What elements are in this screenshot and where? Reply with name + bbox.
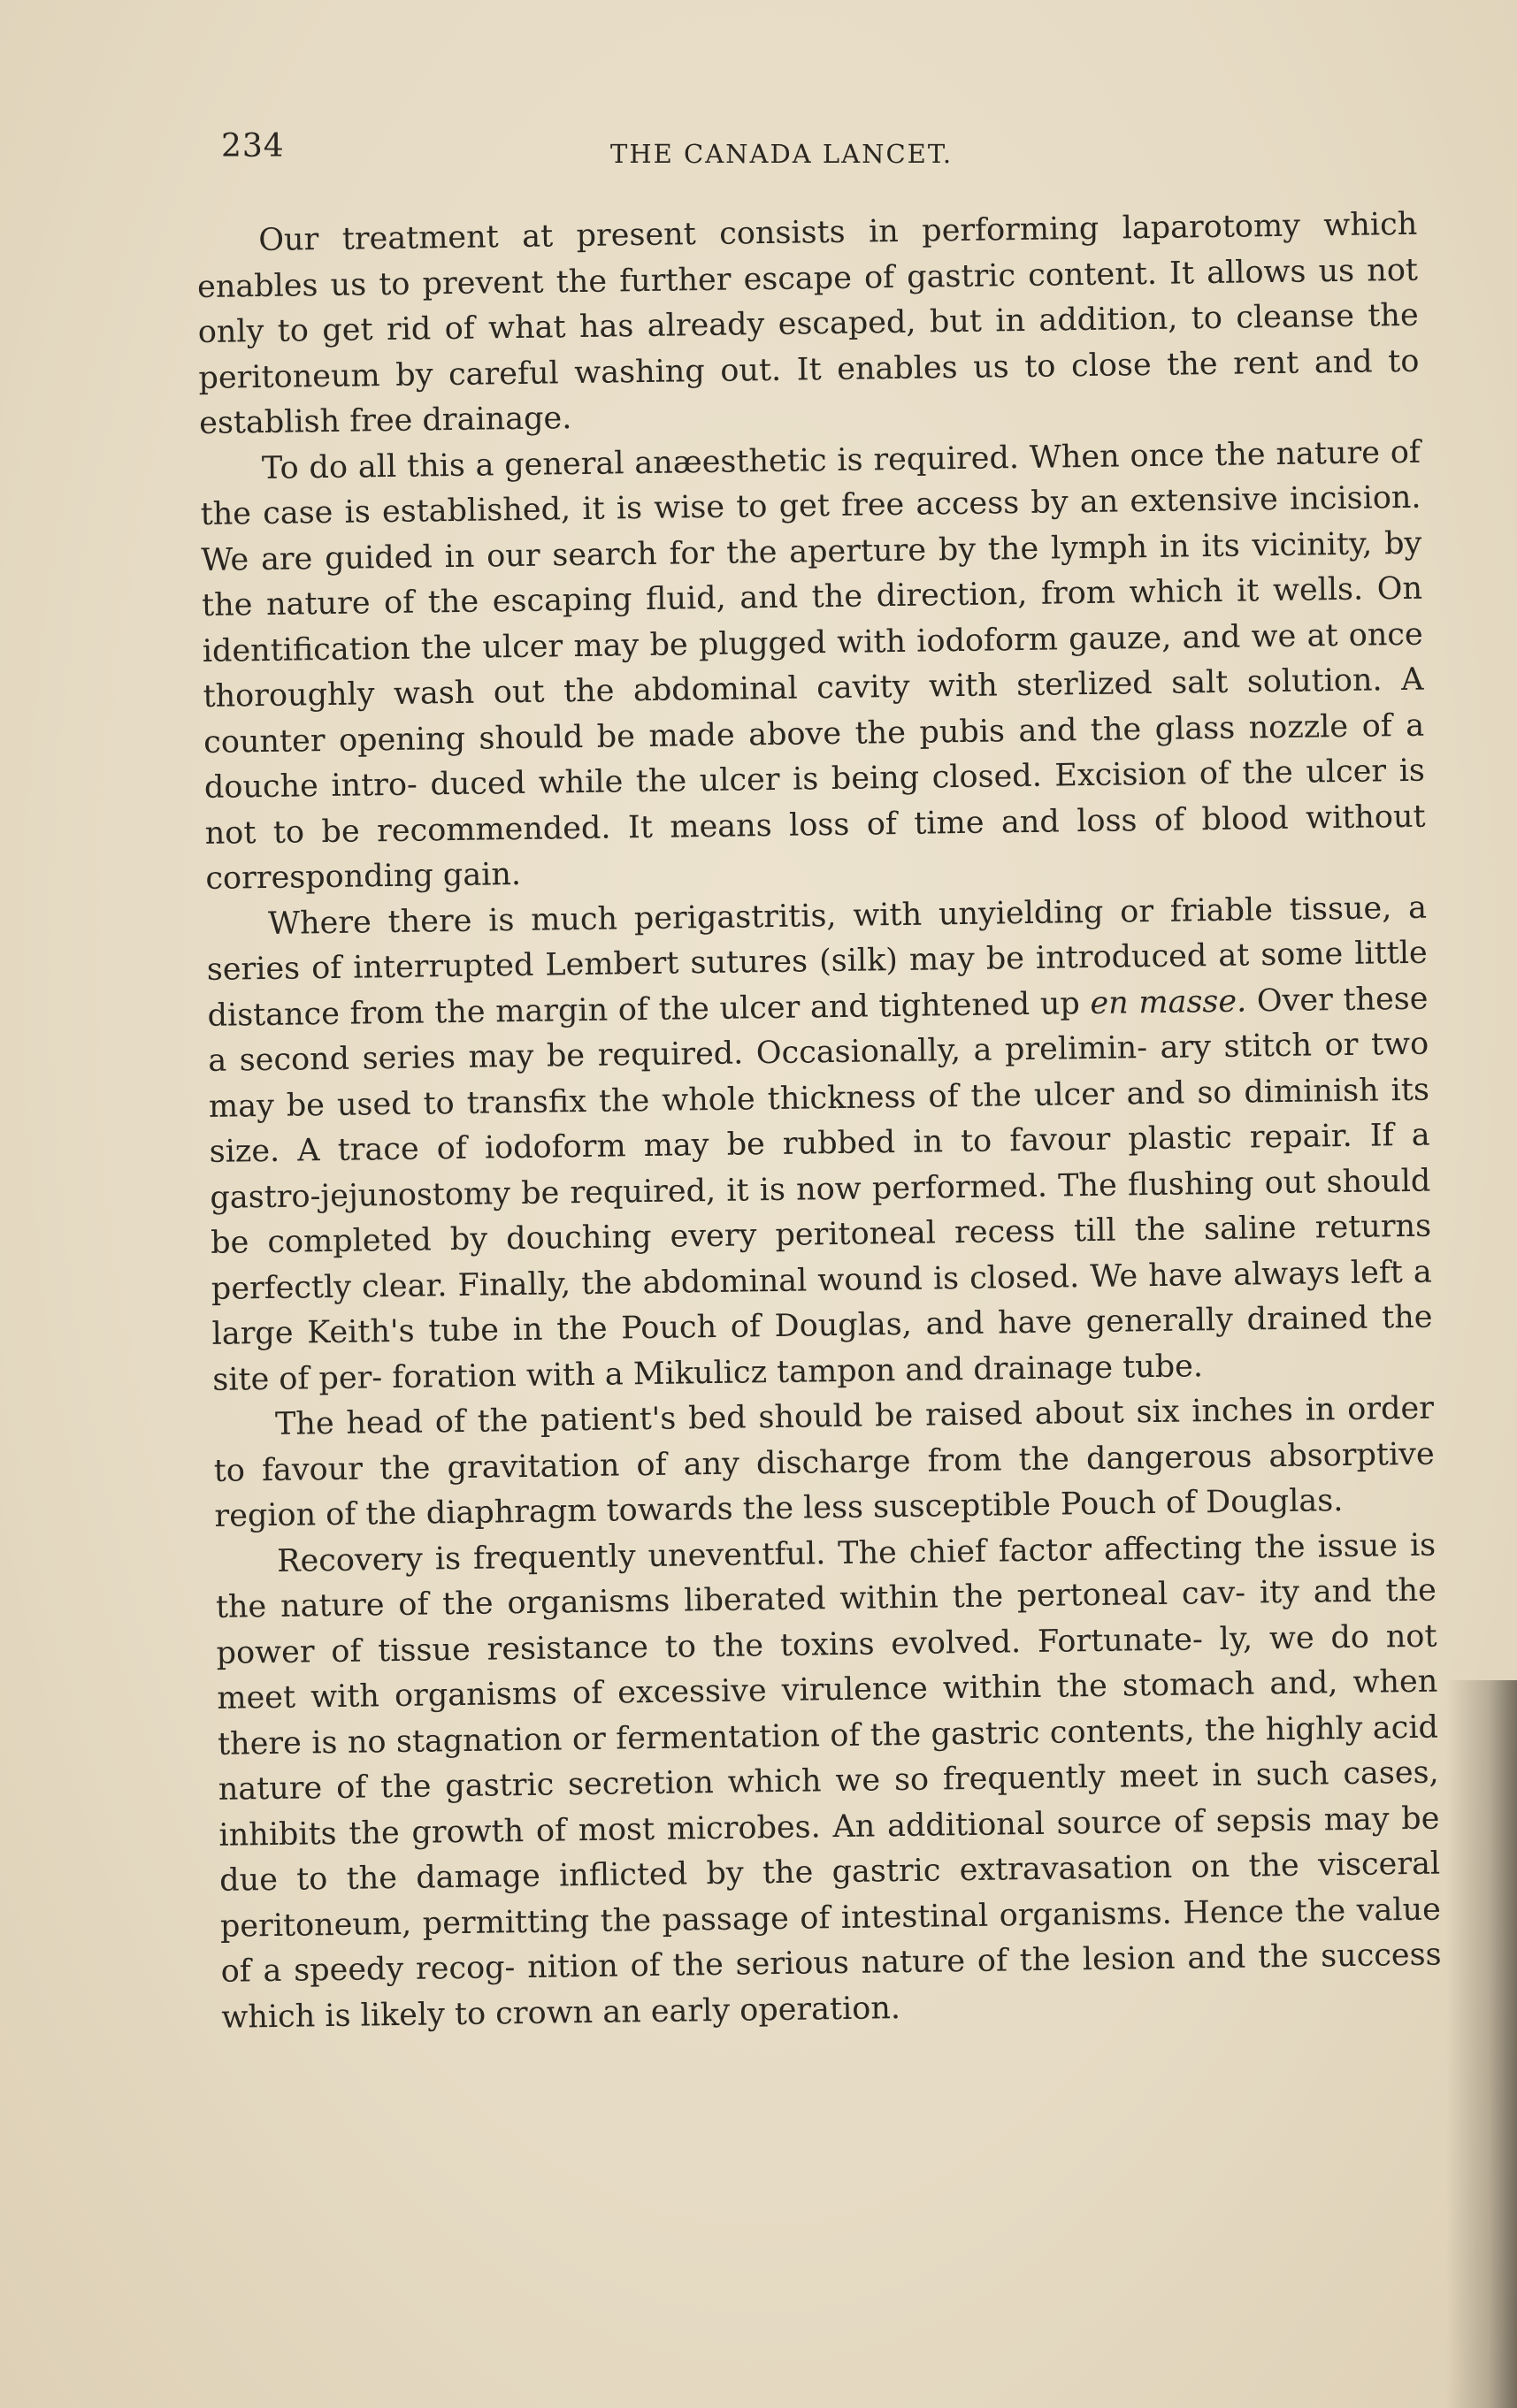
paragraph-perigastritis-part-1: Where there is much perigastritis, with unyielding or friable tissue, a series of interrupted Lembert sutures (silk) may be introduced at some little distance from the margin of the ulcer and tightened up	[206, 890, 1428, 1034]
paragraph-bed-position: The head of the patient's bed should be raised about six inches in order to favour the gravitation of any discharge from the dangerous absorptive region of the diaphragm towards the less susceptible Pouch of Douglas.	[213, 1390, 1435, 1534]
running-head	[221, 128, 1424, 172]
page-number: 234	[221, 128, 285, 164]
paragraph-recovery: Recovery is frequently uneventful. The chief factor affecting the issue is the nature of the organisms liberated within the pertoneal cav- ity and the power of tissue resistance to the toxins evolved. Fortunate- ly, we do not meet with organisms of excessive virulence within the stomach and, when there is no stagnation or fermentation of the gastric contents, the highly acid nature of the gastric secretion which we so frequently meet in such cases, inhibits the growth of most microbes. An additional source of sepsis may be due to the damage inflicted by the gastric extravasation on the visceral peritoneum, permitting the passage of intestinal organisms. Hence the value of a speedy recog- nition of the serious nature of the lesion and the success which is likely to crown an early operation.	[215, 1527, 1442, 2036]
journal-title: THE CANADA LANCET.	[610, 139, 954, 169]
paragraph-treatment: Our treatment at present consists in performing laparotomy which enables us to prevent the further escape of gastric content. It allows us not only to get rid of what has already escaped, but in addition, to cleanse the peritoneum by careful washing out. It enables us to close the rent and to establish free drainage.	[196, 206, 1420, 441]
italic-en-masse: en masse.	[1090, 983, 1247, 1021]
page-binding-shadow	[1446, 1680, 1517, 2408]
paragraph-perigastritis-part-2: Over these a second series may be required. Occasionally, a prelimin- ary stitch or two may be used to transfix the whole thickness of the ulcer and so diminish its size. A trace of iodoform may be rubbed in to favour plastic repair. If a gastro-jejunostomy be required, it is now performed. The flushing out should be completed by douching every peritoneal recess till the saline returns perfectly clear. Finally, the abdominal wound is closed. We have always left a large Keith's tube in the Pouch of Douglas, and have generally drained the site of per- foration with a Mikulicz tampon and drainage tube.	[208, 981, 1433, 1398]
paragraph-anaesthetic: To do all this a general anæesthetic is required. When once the nature of the case is established, it is wise to get free access by an extensive incision. We are guided in our search for the aperture by the lymph in its vicinity, by the nature of the escaping fluid, and the direction, from which it wells. On identification the ulcer may be plugged with iodoform gauze, and we at once thoroughly wash out the abdominal cavity with sterlized salt solution. A counter opening should be made above the pubis and the glass nozzle of a douche intro- duced while the ulcer is being closed. Excision of the ulcer is not to be recommended. It means loss of time and loss of blood without corresponding gain.	[200, 434, 1426, 897]
paragraph-perigastritis	[206, 885, 1434, 1403]
article-body	[196, 203, 1443, 2041]
